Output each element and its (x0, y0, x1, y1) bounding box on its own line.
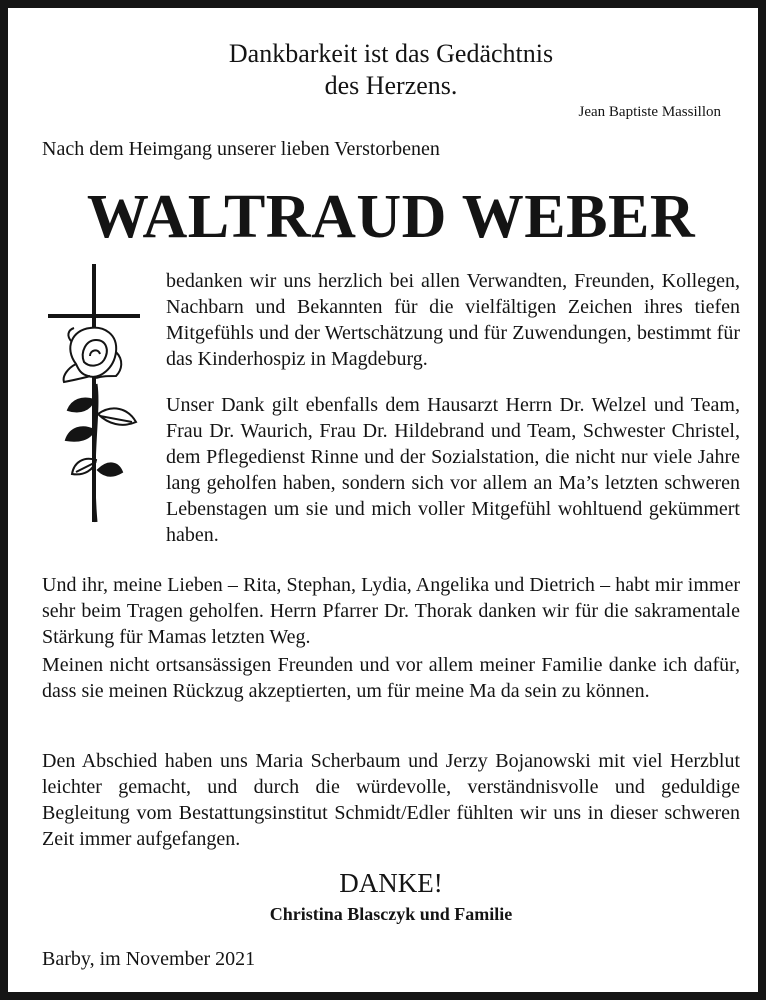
cross-rose-emblem (46, 264, 146, 526)
rose-icon (64, 328, 136, 522)
paragraph-thanks: bedanken wir uns herzlich bei allen Verwandten, Freunden, Kollegen, Nachbarn und Bekannten für die vielfältigen Zeichen ihres tiefen Mitgefühls und der Wertschätzung und für Zuwendungen, bestimmt für das Kinderhospiz in Magdeburg. (166, 270, 740, 370)
deceased-name: WALTRAUD WEBER (86, 183, 696, 251)
paragraph-doctors: Unser Dank gilt ebenfalls dem Hausarzt Herrn Dr. Welzel und Team, Frau Dr. Waurich, Frau Dr. Hildebrand und Team, Schwester Christel, dem Pflegedienst Rinne und der Sozialstation, die nicht nur viele Jahre lang geholfen haben, sondern sich vor allem an Ma’s letzten schweren Lebenstagen um sie und mich voller Mitgefühl wohltuend gekümmert haben. (166, 394, 740, 546)
quote-author: Jean Baptiste Massillon (578, 104, 721, 120)
thanks-heading: DANKE! (339, 868, 443, 898)
quote-line-2: des Herzens. (324, 71, 458, 100)
paragraph-friends: Meinen nicht ortsansässigen Freunden und vor allem meiner Familie danke ich dafür, dass sie meinen Rückzug akzeptierten, um für meine Ma da sein zu können. (42, 654, 740, 702)
intro-text: Nach dem Heimgang unserer lieben Verstorbenen (42, 138, 440, 160)
place-date: Barby, im November 2021 (42, 948, 256, 970)
paragraph-farewell: Den Abschied haben uns Maria Scherbaum und Jerzy Bojanowski mit viel Herzblut leichter gemacht, und durch die würdevolle, verständnisvolle und geduldige Begleitung vom Bestattungsinstitut Schmidt/Edler fühlten wir uns in dieser schweren Zeit immer aufgefangen. (42, 750, 740, 850)
signer-name: Christina Blasczyk und Familie (269, 904, 513, 924)
quote (8, 38, 766, 102)
paragraph-family: Und ihr, meine Lieben – Rita, Stephan, Lydia, Angelika und Dietrich – habt mir immer sehr beim Tragen geholfen. Herrn Pfarrer Dr. Thorak danken wir für die sakramentale Stärkung für Mamas letzten Weg. (42, 574, 740, 648)
quote-line-1: Dankbarkeit ist das Gedächtnis (228, 39, 554, 68)
